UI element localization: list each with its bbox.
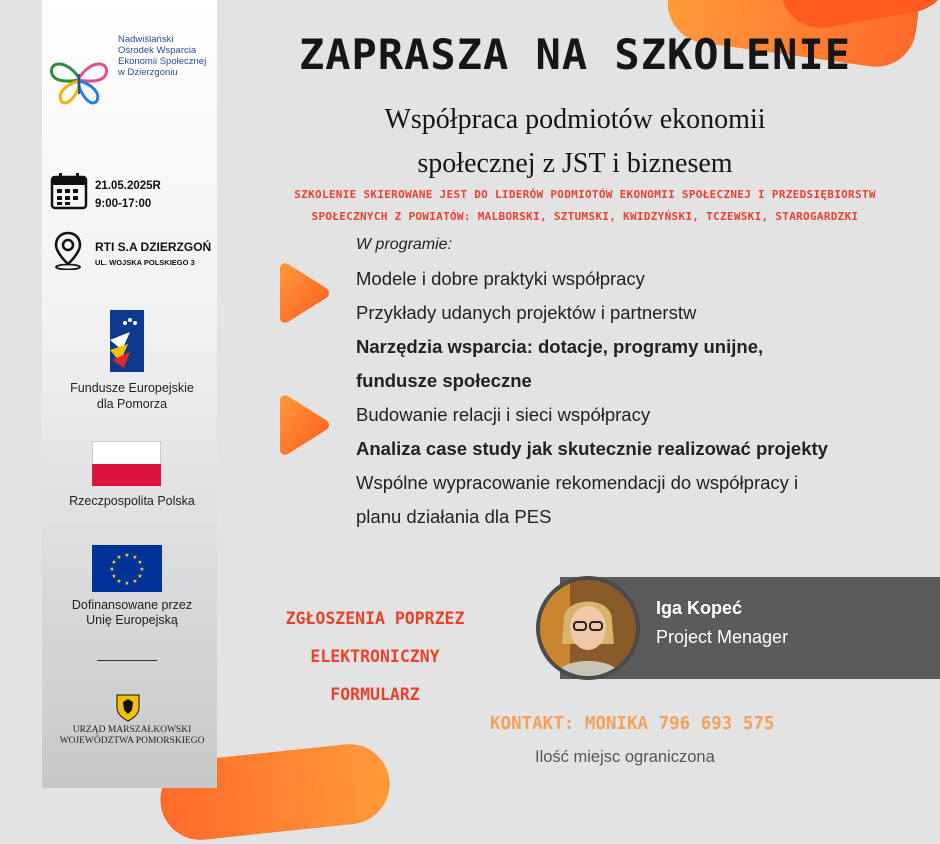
programme-item: Narzędzia wsparcia: dotacje, programy unijne, (356, 336, 764, 357)
registration-line: ZGŁOSZENIA POPRZEZ (285, 609, 465, 628)
org-name-line: Ośrodek Wsparcia (118, 45, 197, 56)
target-line: SPOŁECZNYCH Z POWIATÓW: MALBORSKI, SZTUMSKI, KWIDZYŃSKI, TCZEWSKI, STAROGARDZKI (311, 210, 859, 223)
event-datetime (95, 177, 161, 213)
target-audience (240, 184, 930, 228)
svg-text:★: ★ (111, 573, 117, 580)
ue-caption-line: Dofinansowane przez (71, 598, 193, 612)
butterfly-logo-icon (46, 56, 112, 106)
speaker-role: Project Menager (656, 627, 789, 647)
programme-item: Przykłady udanych projektów i partnerstw (356, 302, 697, 323)
eu-flag-icon (92, 545, 162, 596)
org-name-line: w Dzierzgoniu (118, 67, 178, 78)
subtitle-line: Współpraca podmiotów ekonomii (384, 104, 766, 135)
play-arrow-icon (272, 262, 332, 324)
organization-name (118, 34, 218, 78)
um-caption-line: URZĄD MARSZAŁKOWSKI (72, 725, 192, 735)
svg-text:★: ★ (137, 559, 143, 566)
play-arrow-icon (272, 394, 332, 456)
svg-text:★: ★ (124, 552, 130, 559)
limited-seats-note: Ilość miejsc ograniczona (535, 748, 715, 766)
event-date: 21.05.2025R (95, 180, 161, 192)
ue-caption (52, 598, 212, 628)
divider (97, 660, 157, 661)
contact-info: KONTAKT: MONIKA 796 693 575 (490, 714, 775, 734)
programme-item: Modele i dobre praktyki współpracy (356, 268, 645, 289)
speaker-photo (536, 576, 640, 680)
svg-text:★: ★ (137, 573, 143, 580)
org-name-line: Nadwiślański (118, 34, 174, 45)
ue-caption-line: Unię Europejską (86, 613, 178, 627)
svg-text:★: ★ (132, 578, 138, 585)
map-pin-icon (52, 230, 84, 274)
rp-caption: Rzeczpospolita Polska (69, 494, 195, 508)
svg-text:★: ★ (111, 559, 117, 566)
programme-item: fundusze społeczne (356, 370, 532, 391)
target-line: SZKOLENIE SKIEROWANE JEST DO LIDERÓW PODMIOTÓW EKONOMII SPOŁECZNEJ I PRZEDSIĘBIORSTW (294, 188, 876, 201)
fe-caption (52, 380, 212, 412)
page-title: ZAPRASZA NA SZKOLENIE (298, 30, 851, 79)
subtitle-line: społecznej z JST i biznesem (417, 148, 733, 179)
svg-text:★: ★ (116, 554, 122, 561)
svg-text:★: ★ (116, 578, 122, 585)
programme-item: Wspólne wypracowanie rekomendacji do współpracy i (356, 472, 799, 493)
svg-text:★: ★ (124, 580, 130, 587)
polish-flag-icon (92, 441, 161, 486)
svg-text:★: ★ (109, 566, 115, 573)
event-time: 9:00-17:00 (95, 198, 152, 210)
svg-text:★: ★ (139, 566, 145, 573)
um-caption (52, 725, 212, 747)
programme-item: Budowanie relacji i sieci współpracy (356, 404, 651, 425)
registration-info (245, 600, 505, 714)
training-subtitle (255, 98, 895, 186)
fe-caption-line: dla Pomorza (96, 397, 168, 411)
event-street: UL. WOJSKA POLSKIEGO 3 (95, 258, 195, 267)
svg-text:★: ★ (132, 554, 138, 561)
registration-line: FORMULARZ (330, 685, 420, 704)
calendar-icon (50, 172, 88, 214)
fe-caption-line: Fundusze Europejskie (70, 381, 194, 395)
programme-item: Analiza case study jak skutecznie realizować projekty (356, 438, 828, 459)
event-place: RTI S.A DZIERZGOŃ (95, 240, 212, 254)
programme-item: planu działania dla PES (356, 506, 552, 527)
pomorskie-coat-of-arms-icon (116, 694, 140, 726)
fundusze-europejskie-logo-icon (110, 310, 144, 376)
registration-line: ELEKTRONICZNY (310, 647, 440, 666)
speaker-name: Iga Kopeć (656, 598, 743, 618)
org-name-line: Ekonomii Społecznej (118, 56, 207, 67)
um-caption-line: WOJEWÓDZTWA POMORSKIEGO (59, 736, 205, 746)
programme-intro: W programie: (356, 236, 453, 253)
